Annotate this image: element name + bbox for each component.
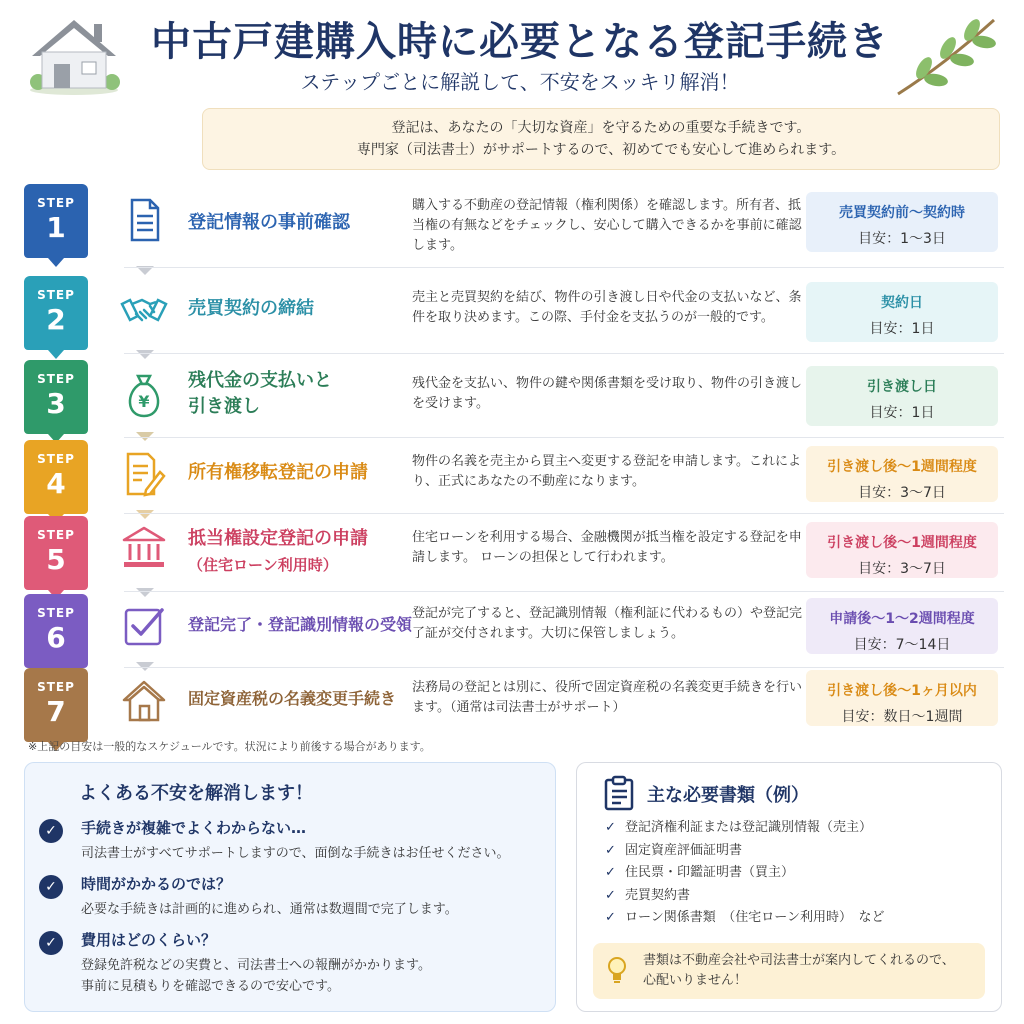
checkbox-icon <box>120 602 168 650</box>
faq-panel <box>24 762 556 1012</box>
page-subtitle: ステップごとに解説して、不安をスッキリ解消！ <box>300 70 740 94</box>
step-badge <box>24 668 88 742</box>
svg-text:¥: ¥ <box>138 392 150 411</box>
step-time-estimate: 目安：1〜3日 <box>858 231 946 247</box>
leaf-branch-icon <box>890 14 1000 100</box>
lightbulb-icon <box>605 955 629 985</box>
step-row <box>24 438 1004 512</box>
faq-answer-line: 登録免許税などの実費と、司法書士への報酬がかかります。 <box>81 958 431 973</box>
step-timeframe <box>806 446 998 502</box>
check-icon: ✓ <box>605 887 616 903</box>
step-title-line: 抵当権設定登記の申請 <box>188 528 368 549</box>
check-circle-icon: ✓ <box>39 819 63 843</box>
document-item-label: 固定資産評価証明書 <box>625 842 743 858</box>
step-description: 売主と売買契約を結び、物件の引き渡し日や代金の支払いなど、条件を取り決めます。この際、手付金を支払うのが一般的です。 <box>412 290 802 325</box>
intro-line: 登記は、あなたの「大切な資産」を守るための重要な手続きです。 <box>391 120 811 136</box>
house-illustration-icon <box>28 14 120 96</box>
step-time-label: 引き渡し後〜1ヶ月以内 <box>827 683 977 699</box>
form-pen-icon <box>120 450 168 498</box>
step-time-estimate: 目安：7〜14日 <box>853 637 951 653</box>
money-bag-icon <box>120 372 168 420</box>
step-time-estimate: 目安：3〜7日 <box>858 561 946 577</box>
step-title: 所有権移転登記の申請 <box>188 462 368 483</box>
document-item-label: 住民票・印鑑証明書（買主） <box>625 865 795 880</box>
step-number: 2 <box>46 303 66 336</box>
step-badge-label: STEP <box>37 528 75 542</box>
step-time-label: 売買契約前〜契約時 <box>839 205 965 221</box>
tip-text <box>643 951 955 991</box>
check-icon: ✓ <box>605 842 616 858</box>
step-number: 3 <box>46 387 66 420</box>
step-badge <box>24 276 88 350</box>
clipboard-icon <box>603 775 635 811</box>
check-icon: ✓ <box>605 820 616 835</box>
step-row <box>24 666 1004 736</box>
step-badge <box>24 360 88 434</box>
step-time-label: 申請後〜1〜2週間程度 <box>829 611 975 627</box>
document-item <box>605 885 884 908</box>
handshake-icon <box>120 286 168 334</box>
faq-answer: 司法書士がすべてサポートしますので、面倒な手続きはお任せください。 <box>81 846 510 861</box>
step-title: 売買契約の締結 <box>188 298 314 319</box>
document-item <box>605 907 884 930</box>
document-item-label: ローン関係書類 （住宅ローン利用時） など <box>625 910 885 925</box>
step-time-label: 契約日 <box>881 295 923 311</box>
step-title-sub: （住宅ローン利用時） <box>188 556 338 574</box>
check-circle-icon: ✓ <box>39 875 63 899</box>
step-badge-label: STEP <box>37 452 75 466</box>
step-number: 6 <box>46 621 66 654</box>
document-item-label: 売買契約書 <box>625 887 691 903</box>
step-badge <box>24 440 88 514</box>
step-badge-label: STEP <box>37 680 75 694</box>
check-icon: ✓ <box>605 865 616 880</box>
step-badge-label: STEP <box>37 372 75 386</box>
step-number: 5 <box>46 543 66 576</box>
step-timeframe <box>806 366 998 426</box>
step-timeframe <box>806 598 998 654</box>
step-time-label: 引き渡し後〜1週間程度 <box>827 535 977 551</box>
faq-answer: 必要な手続きは計画的に進められ、通常は数週間で完了します。 <box>81 902 458 917</box>
house-icon <box>120 676 168 724</box>
step-title: 固定資産税の名義変更手続き <box>188 689 397 708</box>
documents-list <box>605 817 884 930</box>
step-badge <box>24 516 88 590</box>
page-title: 中古戸建購入時に必要となる登記手続き <box>151 19 889 65</box>
step-badge <box>24 184 88 258</box>
step-badge <box>24 594 88 668</box>
document-item-label: 登記済権利証または登記識別情報（売主） <box>625 820 873 835</box>
step-description: 残代金を支払い、物件の鍵や関係書類を受け取り、物件の引き渡しを受けます。 <box>412 376 803 411</box>
faq-title: よくある不安を解消します！ <box>79 783 313 804</box>
step-number: 4 <box>46 467 66 500</box>
step-title-sub: 引き渡し <box>188 396 260 417</box>
step-title-line: 残代金の支払いと <box>188 370 332 391</box>
step-badge-label: STEP <box>37 288 75 302</box>
step-number: 7 <box>46 695 66 728</box>
document-item <box>605 840 884 863</box>
step-badge-label: STEP <box>37 196 75 210</box>
step-description: 登記が完了すると、登記識別情報（権利証に代わるもの）や登記完了証が交付されます。大切に保管しましょう。 <box>412 606 803 641</box>
step-time-label: 引き渡し日 <box>867 379 937 395</box>
step-number: 1 <box>46 211 66 244</box>
step-title <box>188 526 368 578</box>
divider <box>124 267 1004 268</box>
step-description: 購入する不動産の登記情報（権利関係）を確認します。所有者、抵当権の有無などをチェックし、安心して購入できるかを事前に確認します。 <box>412 198 802 253</box>
step-time-estimate: 目安：3〜7日 <box>858 485 946 501</box>
step-row <box>24 514 1004 590</box>
step-description: 物件の名義を売主から買主へ変更する登記を申請します。これにより、正式にあなたの不動産になります。 <box>412 454 801 489</box>
step-row <box>24 592 1004 666</box>
step-description: 法務局の登記とは別に、役所で固定資産税の名義変更手続きを行います。（通常は司法書士がサポート） <box>412 680 803 715</box>
faq-answer-line: 事前に見積もりを確認できるので安心です。 <box>81 979 340 994</box>
step-timeframe <box>806 522 998 578</box>
step-title: 登記情報の事前確認 <box>188 212 350 233</box>
faq-question: 費用はどのくらい？ <box>81 931 217 949</box>
bank-icon <box>120 524 168 572</box>
faq-answer <box>81 955 431 997</box>
step-description: 住宅ローンを利用する場合、金融機関が抵当権を設定する登記を申請します。 ローンの担保として行われます。 <box>412 530 802 565</box>
documents-panel <box>576 762 1002 1012</box>
check-icon: ✓ <box>605 910 616 925</box>
step-time-estimate: 目安：1日 <box>869 405 935 421</box>
documents-title: 主な必要書類（例） <box>647 785 809 806</box>
step-timeframe <box>806 670 998 726</box>
step-timeframe <box>806 192 998 252</box>
step-title: 登記完了・登記識別情報の受領 <box>188 615 413 634</box>
step-time-label: 引き渡し後〜1週間程度 <box>827 459 977 475</box>
divider <box>124 353 1004 354</box>
step-badge-label: STEP <box>37 606 75 620</box>
document-item <box>605 817 884 840</box>
step-row <box>24 182 1004 266</box>
intro-line: 専門家（司法書士）がサポートするので、初めてでも安心して進められます。 <box>356 142 846 158</box>
tip-line: 心配いりません！ <box>643 973 748 988</box>
document-item <box>605 862 884 885</box>
faq-question: 時間がかかるのでは？ <box>81 875 232 893</box>
intro-box <box>202 108 1000 170</box>
step-row <box>24 358 1004 436</box>
tip-box <box>593 943 985 999</box>
document-icon <box>120 196 168 244</box>
step-timeframe <box>806 282 998 342</box>
faq-question: 手続きが複雑でよくわからない… <box>81 819 307 837</box>
schedule-note: ※上記の目安は一般的なスケジュールです。状況により前後する場合があります。 <box>28 740 431 753</box>
step-time-estimate: 目安：1日 <box>869 321 935 337</box>
step-row <box>24 274 1004 352</box>
step-time-estimate: 目安：数日〜1週間 <box>841 709 963 725</box>
step-title <box>188 368 332 420</box>
tip-line: 書類は不動産会社や司法書士が案内してくれるので、 <box>643 953 955 968</box>
check-circle-icon: ✓ <box>39 931 63 955</box>
header <box>0 0 1024 104</box>
